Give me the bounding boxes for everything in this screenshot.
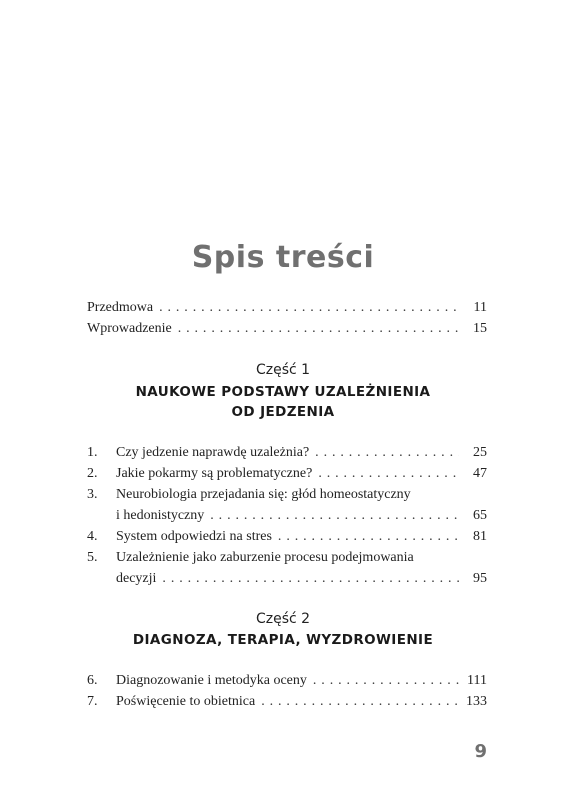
dot-leader [318, 463, 459, 485]
toc-entry-label: System odpowiedzi na stres [116, 529, 272, 544]
toc-entry-chapter-1[interactable] [116, 442, 487, 464]
dot-leader [313, 670, 459, 692]
toc-page-number: 11 [473, 300, 487, 315]
chapter-number: 1. [87, 445, 98, 460]
toc-entry-chapter-7[interactable] [116, 691, 487, 713]
page-title: Spis treści [191, 240, 375, 275]
toc-entry-chapter-2[interactable] [116, 463, 487, 485]
dot-leader [261, 691, 459, 713]
toc-page-number: 111 [467, 673, 487, 688]
toc-page-number: 65 [473, 508, 487, 523]
toc-entry-label: Wprowadzenie [87, 321, 172, 336]
dot-leader [159, 297, 459, 319]
dot-leader [315, 442, 459, 464]
toc-entry-label: Przedmowa [87, 300, 154, 315]
part-1-label: Część 1 [255, 362, 311, 378]
part-1-title-line-1: NAUKOWE PODSTAWY UZALEŻNIENIA [135, 384, 431, 400]
toc-entry-label: Jakie pokarmy są problematyczne? [116, 466, 313, 481]
toc-page-number: 25 [473, 445, 487, 460]
dot-leader [178, 318, 459, 340]
chapter-number: 7. [87, 694, 98, 709]
toc-page-number: 81 [473, 529, 487, 544]
toc-page-number: 133 [466, 694, 487, 709]
part-2-title-line-1: DIAGNOZA, TERAPIA, WYZDROWIENIE [132, 632, 434, 648]
chapter-number: 5. [87, 550, 98, 565]
toc-entry-preface[interactable] [87, 297, 487, 319]
page-number-folio: 9 [474, 741, 487, 762]
chapter-number: 2. [87, 466, 98, 481]
toc-entry-label: Czy jedzenie naprawdę uzależnia? [116, 445, 310, 460]
toc-page-number: 95 [473, 571, 487, 586]
part-2-label: Część 2 [255, 611, 311, 627]
toc-entry-chapter-6[interactable] [116, 670, 487, 692]
toc-entry-chapter-5[interactable] [116, 568, 487, 590]
toc-entry-label: decyzji [116, 571, 157, 586]
toc-entry-chapter-5-line-1[interactable]: Uzależnienie jako zaburzenie procesu podejmowania [116, 550, 414, 565]
toc-page-number: 15 [473, 321, 487, 336]
chapter-number: 3. [87, 487, 98, 502]
toc-entry-chapter-3[interactable] [116, 505, 487, 527]
dot-leader [278, 526, 459, 548]
toc-entry-chapter-4[interactable] [116, 526, 487, 548]
toc-entry-introduction[interactable] [87, 318, 487, 340]
dot-leader [210, 505, 459, 527]
chapter-number: 6. [87, 673, 98, 688]
chapter-number: 4. [87, 529, 98, 544]
part-1-title-line-2: OD JEDZENIA [231, 404, 335, 420]
toc-page-number: 47 [473, 466, 487, 481]
toc-entry-chapter-3-line-1[interactable]: Neurobiologia przejadania się: głód homeostatyczny [116, 487, 411, 502]
toc-entry-label: Diagnozowanie i metodyka oceny [116, 673, 307, 688]
toc-entry-label: i hedonistyczny [116, 508, 205, 523]
dot-leader [162, 568, 459, 590]
toc-entry-label: Poświęcenie to obietnica [116, 694, 256, 709]
